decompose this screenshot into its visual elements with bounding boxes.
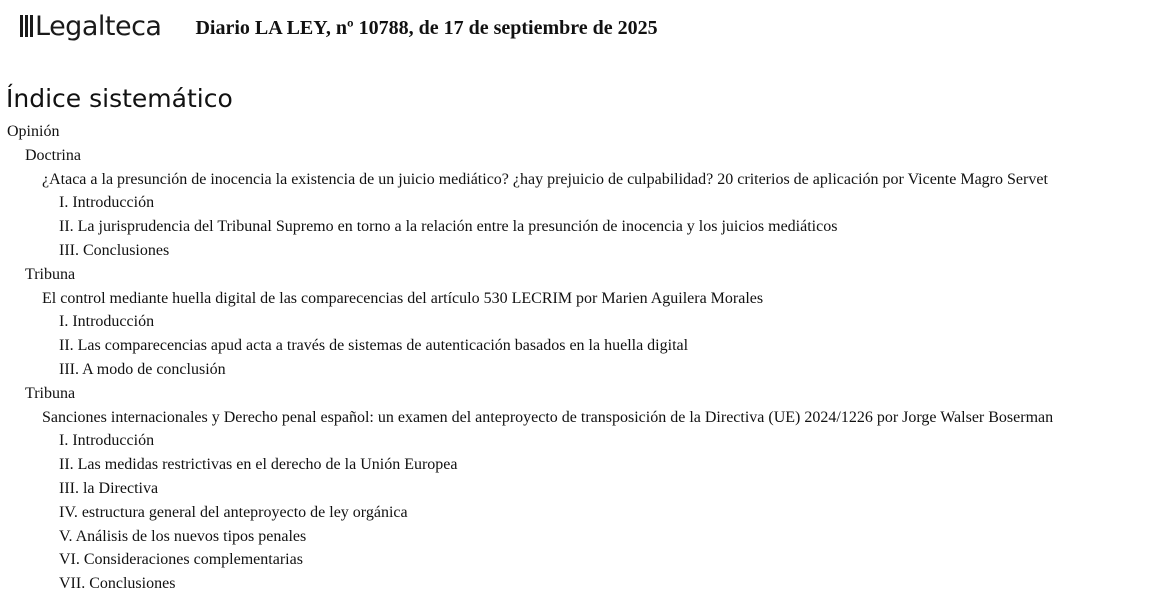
toc-item[interactable]: IV. estructura general del anteproyecto de ley orgánica	[59, 503, 408, 521]
toc-category[interactable]: Tribuna	[25, 384, 76, 402]
toc-item[interactable]: V. Análisis de los nuevos tipos penales	[59, 527, 307, 545]
legalteca-bars-icon	[20, 15, 33, 37]
toc-article[interactable]: Sanciones internacionales y Derecho penal español: un examen del anteproyecto de transposición de la Directiva (UE) 2024/1226 por Jorge Walser Boserman	[42, 408, 1054, 426]
toc-item[interactable]: II. Las comparecencias apud acta a través de sistemas de autenticación basados en la huella digital	[59, 337, 689, 355]
toc-item[interactable]: II. Las medidas restrictivas en el derecho de la Unión Europea	[59, 456, 458, 474]
header	[20, 6, 658, 46]
toc-section[interactable]: Opinión	[7, 123, 60, 140]
index-title: Índice sistemático	[6, 84, 233, 113]
legalteca-logo[interactable]	[20, 11, 161, 42]
toc-article[interactable]: ¿Ataca a la presunción de inocencia la existencia de un juicio mediático? ¿hay prejuicio de culpabilidad? 20 criterios de aplicación por Vicente Magro Servet	[42, 170, 1048, 188]
toc-item[interactable]: VII. Conclusiones	[59, 575, 176, 593]
toc-item[interactable]: II. La jurisprudencia del Tribunal Supremo en torno a la relación entre la presunción de inocencia y los juicios mediáticos	[59, 218, 838, 236]
diario-title: Diario LA LEY, nº 10788, de 17 de septiembre de 2025	[195, 16, 658, 39]
toc-article[interactable]: El control mediante huella digital de las comparecencias del artículo 530 LECRIM por Marien Aguilera Morales	[42, 289, 764, 307]
toc-item[interactable]: I. Introducción	[59, 194, 155, 212]
toc-item[interactable]: III. Conclusiones	[59, 241, 170, 259]
toc-item[interactable]: III. A modo de conclusión	[59, 360, 226, 378]
toc-category[interactable]: Tribuna	[25, 265, 76, 283]
table-of-contents	[0, 120, 1176, 596]
toc-category[interactable]: Doctrina	[25, 146, 81, 164]
toc-item[interactable]: III. la Directiva	[59, 479, 159, 497]
toc-item[interactable]: VI. Consideraciones complementarias	[59, 551, 303, 569]
toc-item[interactable]: I. Introducción	[59, 313, 155, 331]
logo-text: Legalteca	[35, 10, 162, 42]
toc-item[interactable]: I. Introducción	[59, 432, 155, 450]
